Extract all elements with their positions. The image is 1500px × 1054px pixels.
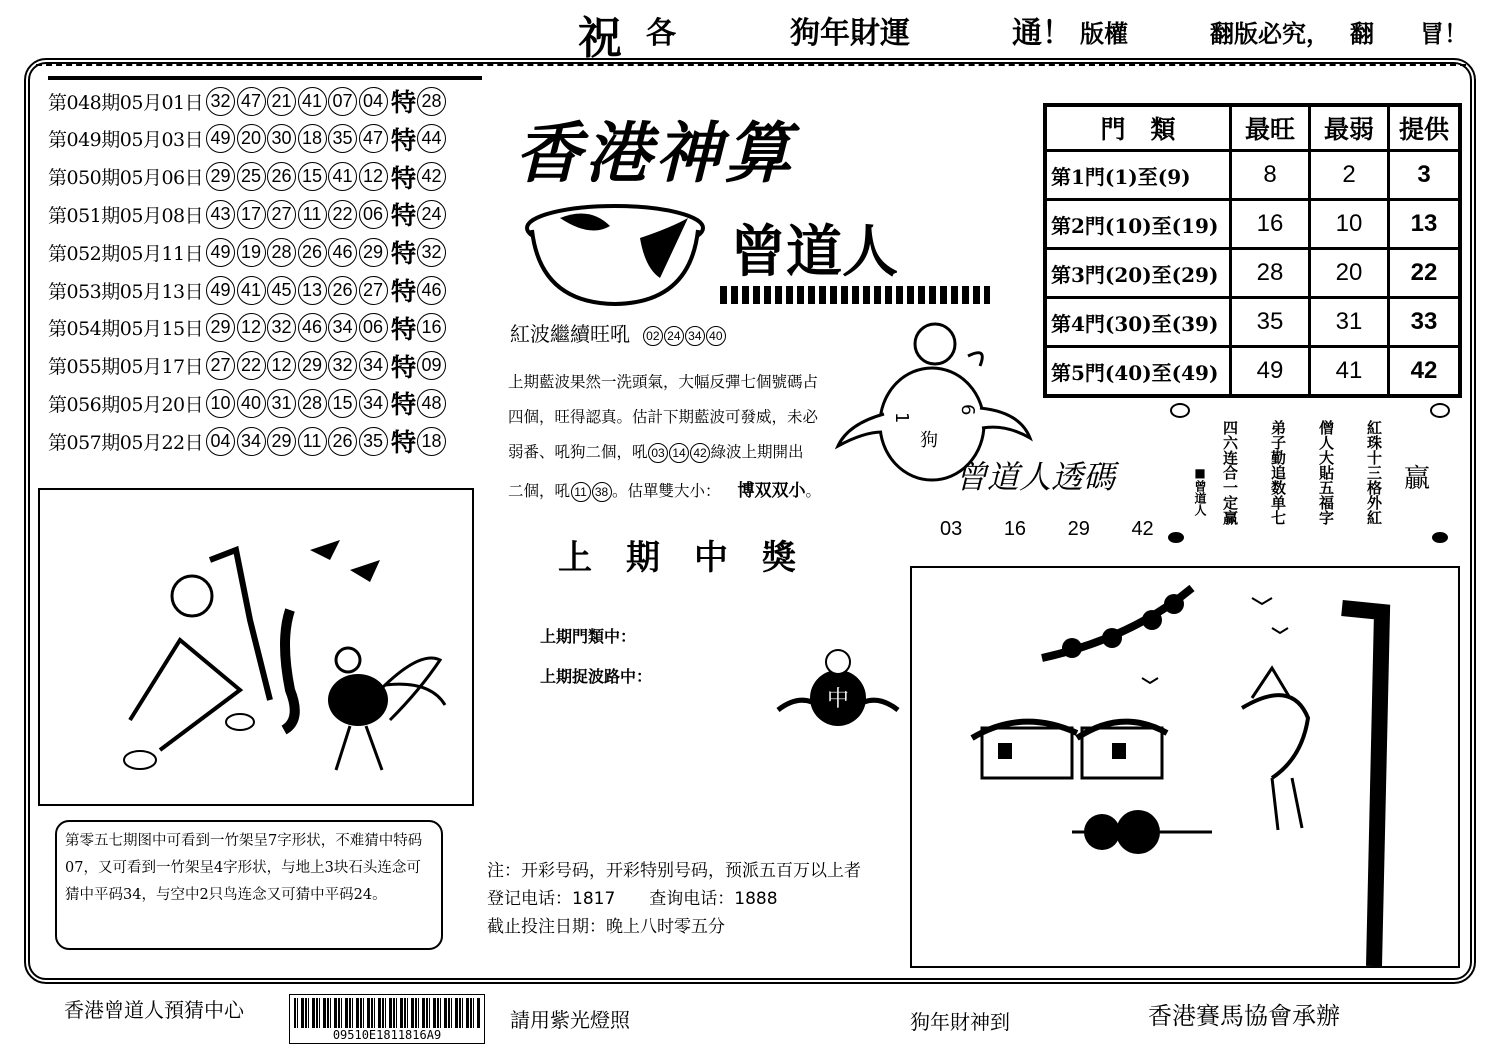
small-ball: 40: [706, 326, 726, 346]
draw-ball: 28: [267, 238, 296, 267]
poem-col-4: 四六连合一定赢: [1221, 420, 1239, 525]
decor-stripes: [720, 286, 990, 304]
small-ball: 03: [648, 443, 668, 463]
table-cell-give: 42: [1389, 347, 1461, 397]
draw-ball: 34: [237, 427, 266, 456]
draw-ball: 11: [298, 427, 327, 456]
draw-ball: 49: [206, 276, 235, 305]
barcode-bars: [294, 998, 480, 1028]
top-banner: [0, 0, 1500, 64]
special-marker: 特: [391, 314, 417, 344]
draw-ball: 27: [359, 276, 388, 305]
table-cell-min: 41: [1310, 347, 1389, 397]
note-box: 第零五七期图中可看到一竹架呈7字形状，不难猜中特码07，又可看到一竹架呈4字形状，与地上3块石头连念可猜中平码34，与空中2只鸟连念又可猜中平码24。: [55, 820, 443, 950]
draw-ball: 06: [359, 313, 388, 342]
draw-ball: 43: [206, 200, 235, 229]
special-ball: 18: [417, 427, 446, 456]
table-cell-min: 2: [1310, 151, 1389, 200]
draw-row: [48, 158, 448, 196]
poem-col-1: 紅珠十三格外紅: [1365, 420, 1383, 525]
info-line-3: 截止投注日期：晚上八时零五分: [487, 917, 725, 937]
draw-ball: 11: [298, 200, 327, 229]
barcode-number: 09510E1811816A9: [332, 1028, 442, 1042]
draw-ball: 26: [328, 427, 357, 456]
table-header: 最旺: [1231, 105, 1310, 151]
analysis-line-3: [508, 440, 804, 463]
draw-ball: 47: [359, 124, 388, 153]
table-row: [1045, 249, 1460, 298]
draw-ball: 13: [298, 276, 327, 305]
table-row: [1045, 347, 1460, 397]
draw-label: 第056期05月20日: [48, 393, 204, 416]
red-wave-line: [510, 318, 726, 347]
banner-ge: 各: [646, 16, 676, 51]
draw-ball: 27: [206, 351, 235, 380]
draw-ball: 21: [267, 87, 296, 116]
table-row: [1045, 298, 1460, 347]
draw-ball: 34: [359, 351, 388, 380]
banner-banquan: 版權: [1080, 19, 1128, 48]
lottery-info: [487, 857, 861, 941]
draw-ball: 27: [267, 200, 296, 229]
draw-ball: 32: [206, 87, 235, 116]
special-marker: 特: [391, 239, 417, 269]
last-win-bo: 上期捉波路中：: [540, 667, 653, 686]
poem-author: ■曾道人: [1193, 466, 1207, 516]
draw-ball: 35: [328, 124, 357, 153]
table-cell-max: 35: [1231, 298, 1310, 347]
draw-ball: 26: [267, 162, 296, 191]
draw-ball: 12: [237, 313, 266, 342]
table-cell-category: 第2門(10)至(19): [1045, 200, 1231, 249]
barcode: [289, 994, 485, 1044]
gourd-center-text: 狗: [920, 430, 938, 451]
footer-org: 香港賽馬協會承辦: [1148, 1002, 1340, 1030]
banner-mao: 冒！: [1420, 19, 1468, 48]
draw-ball: 04: [359, 87, 388, 116]
banner-caiyun: 狗年財運: [790, 16, 910, 51]
analysis-line-4-d: 。: [805, 482, 821, 500]
special-marker: 特: [391, 390, 417, 420]
footer-dog: 狗年財神到: [910, 1010, 1010, 1034]
analysis-line-4: [508, 476, 821, 502]
banner-fan: 翻: [1350, 19, 1374, 48]
special-marker: 特: [391, 125, 417, 155]
draw-label: 第053期05月13日: [48, 280, 204, 303]
draws-top-rule: [48, 76, 482, 80]
draw-ball: 07: [328, 87, 357, 116]
draw-label: 第054期05月15日: [48, 318, 204, 341]
small-ball: 02: [643, 326, 663, 346]
table-cell-min: 20: [1310, 249, 1389, 298]
draw-ball: 49: [206, 124, 235, 153]
banner-tong: 通！: [1012, 16, 1072, 51]
poem-col-2: 僧人大貼五福字: [1317, 420, 1335, 525]
draw-ball: 15: [298, 162, 327, 191]
decor-dot: [1432, 532, 1448, 543]
table-row: [1045, 151, 1460, 200]
table-cell-give: 13: [1389, 200, 1461, 249]
table-header: 門 類: [1045, 105, 1231, 151]
special-marker: 特: [391, 88, 417, 117]
decor-dot: [1430, 403, 1450, 418]
draw-row: [48, 384, 448, 422]
special-ball: 09: [417, 351, 446, 380]
draw-ball: 25: [237, 162, 266, 191]
draw-label: 第049期05月03日: [48, 129, 204, 152]
decor-dot: [1168, 532, 1184, 543]
special-marker: 特: [391, 352, 417, 382]
table-header-row: [1045, 105, 1460, 151]
village-bird-picture: [910, 566, 1460, 968]
small-ball: 11: [571, 482, 591, 502]
draw-ball: 06: [359, 200, 388, 229]
draw-ball: 30: [267, 124, 296, 153]
draw-ball: 29: [206, 313, 235, 342]
draw-row: [48, 347, 448, 385]
analysis-line-2: 四個，旺得認真。估計下期藍波可發威，未必: [508, 408, 819, 426]
draw-ball: 17: [237, 200, 266, 229]
gourd-badge-icon: [776, 640, 900, 730]
draw-ball: 41: [298, 87, 327, 116]
red-wave-label: 紅波繼續旺吼: [510, 322, 630, 346]
special-ball: 48: [417, 389, 446, 418]
analysis-line-3-a: 弱番、吼狗二個，吼: [508, 443, 648, 461]
draw-ball: 32: [267, 313, 296, 342]
draw-label: 第051期05月08日: [48, 204, 204, 227]
special-ball: 28: [417, 87, 446, 116]
draw-ball: 20: [237, 124, 266, 153]
special-ball: 44: [417, 124, 446, 153]
special-marker: 特: [391, 277, 417, 306]
size-parity-tip: 博双双小: [737, 481, 806, 501]
special-ball: 46: [417, 276, 446, 305]
draw-row: [48, 233, 448, 271]
gold-ingot-icon: [520, 198, 710, 308]
table-cell-category: 第3門(20)至(29): [1045, 249, 1231, 298]
rooster-picture: [38, 488, 474, 806]
draw-row: [48, 309, 448, 347]
draw-ball: 22: [237, 351, 266, 380]
draw-ball: 31: [267, 389, 296, 418]
draw-ball: 45: [267, 276, 296, 305]
draw-ball: 10: [206, 389, 235, 418]
draw-ball: 34: [359, 389, 388, 418]
special-ball: 24: [417, 200, 446, 229]
draw-ball: 12: [267, 351, 296, 380]
analysis-line-4-numbers: [570, 482, 612, 500]
table-cell-max: 16: [1231, 200, 1310, 249]
title-main: 香港神算: [515, 114, 795, 192]
draw-ball: 41: [328, 162, 357, 191]
info-line-2: 登记电话：1817 查询电话：1888: [487, 889, 778, 909]
table-cell-give: 33: [1389, 298, 1461, 347]
gourd-left-number: 1: [891, 412, 912, 424]
small-ball: 24: [664, 326, 684, 346]
draw-ball: 46: [328, 238, 357, 267]
banner-zhu: 祝: [578, 13, 622, 64]
last-win-men: 上期門類中：: [540, 627, 637, 646]
table-cell-min: 31: [1310, 298, 1389, 347]
draw-label: 第055期05月17日: [48, 356, 204, 379]
small-ball: 14: [669, 443, 689, 463]
banner-fanban: 翻版必究，: [1210, 19, 1330, 48]
decor-dot: [1170, 403, 1190, 418]
rooster-illustration: [40, 490, 472, 804]
gourd-right-number: 6: [957, 404, 978, 416]
tip-number: 42: [1131, 518, 1154, 540]
analysis-line-1: 上期藍波果然一洗頭氣，大幅反彈七個號碼占: [508, 373, 819, 391]
footer-center-name: 香港曾道人預猜中心: [64, 998, 244, 1022]
analysis-line-4-a: 二個，吼: [508, 482, 571, 500]
poem-win: 贏: [1404, 464, 1431, 494]
footer-uv: 請用紫光燈照: [510, 1008, 630, 1032]
draw-row: [48, 422, 448, 460]
tip-number: 29: [1067, 518, 1090, 540]
draw-row: [48, 82, 448, 120]
draw-label: 第048期05月01日: [48, 91, 204, 114]
special-marker: 特: [391, 428, 417, 458]
special-ball: 42: [417, 162, 446, 191]
frame-decor-strip: [36, 64, 1466, 74]
table-cell-give: 22: [1389, 249, 1461, 298]
draw-ball: 29: [267, 427, 296, 456]
draw-ball: 19: [237, 238, 266, 267]
draw-ball: 35: [359, 427, 388, 456]
table-cell-max: 28: [1231, 249, 1310, 298]
draw-row: [48, 271, 448, 309]
poem-col-3: 弟子勤追数单七: [1269, 420, 1287, 525]
draw-row: [48, 195, 448, 233]
draw-ball: 04: [206, 427, 235, 456]
draw-ball: 26: [298, 238, 327, 267]
table-header: 提供: [1389, 105, 1461, 151]
special-marker: 特: [391, 201, 417, 231]
draw-ball: 29: [206, 162, 235, 191]
table-cell-max: 49: [1231, 347, 1310, 397]
draw-label: 第057期05月22日: [48, 431, 204, 454]
draw-ball: 47: [237, 87, 266, 116]
table-cell-category: 第5門(40)至(49): [1045, 347, 1231, 397]
table-cell-give: 3: [1389, 151, 1461, 200]
draw-ball: 28: [298, 389, 327, 418]
category-table: [1043, 103, 1462, 398]
tip-number: 03: [940, 518, 963, 540]
draw-ball: 32: [328, 351, 357, 380]
table-row: [1045, 200, 1460, 249]
gourd-badge-text: 中: [826, 687, 850, 712]
table-header: 最弱: [1310, 105, 1389, 151]
draw-ball: 29: [298, 351, 327, 380]
table-cell-category: 第4門(30)至(39): [1045, 298, 1231, 347]
draw-ball: 49: [206, 238, 235, 267]
draw-ball: 15: [328, 389, 357, 418]
draw-ball: 46: [298, 313, 327, 342]
draw-label: 第050期05月06日: [48, 167, 204, 190]
draw-ball: 26: [328, 276, 357, 305]
analysis-line-3-numbers: [648, 443, 711, 461]
last-win-heading: 上 期 中 獎: [558, 538, 796, 578]
draw-label: 第052期05月11日: [48, 242, 204, 265]
red-wave-numbers: [642, 322, 726, 346]
table-cell-category: 第1門(1)至(9): [1045, 151, 1231, 200]
tips-heading: 曾道人透碼: [955, 458, 1116, 496]
analysis-line-4-b: 。估單雙大小：: [612, 482, 721, 500]
analysis-line-3-b: 綠波上期開出: [710, 443, 804, 461]
title-sub: 曾道人: [730, 219, 898, 285]
special-marker: 特: [391, 163, 417, 193]
table-cell-min: 10: [1310, 200, 1389, 249]
draw-ball: 40: [237, 389, 266, 418]
tips-numbers: [940, 518, 1154, 541]
small-ball: 42: [690, 443, 710, 463]
table-cell-max: 8: [1231, 151, 1310, 200]
info-line-1: 注：开彩号码，开彩特别号码，预派五百万以上者: [487, 861, 861, 881]
draw-ball: 41: [237, 276, 266, 305]
small-ball: 34: [685, 326, 705, 346]
draw-ball: 12: [359, 162, 388, 191]
draw-row: [48, 120, 448, 158]
small-ball: 38: [592, 482, 612, 502]
village-bird-illustration: [912, 568, 1458, 966]
draw-ball: 18: [298, 124, 327, 153]
special-ball: 16: [417, 313, 446, 342]
special-ball: 32: [417, 238, 446, 267]
draw-ball: 34: [328, 313, 357, 342]
draw-ball: 29: [359, 238, 388, 267]
tip-number: 16: [1003, 518, 1027, 540]
draw-ball: 22: [328, 200, 357, 229]
